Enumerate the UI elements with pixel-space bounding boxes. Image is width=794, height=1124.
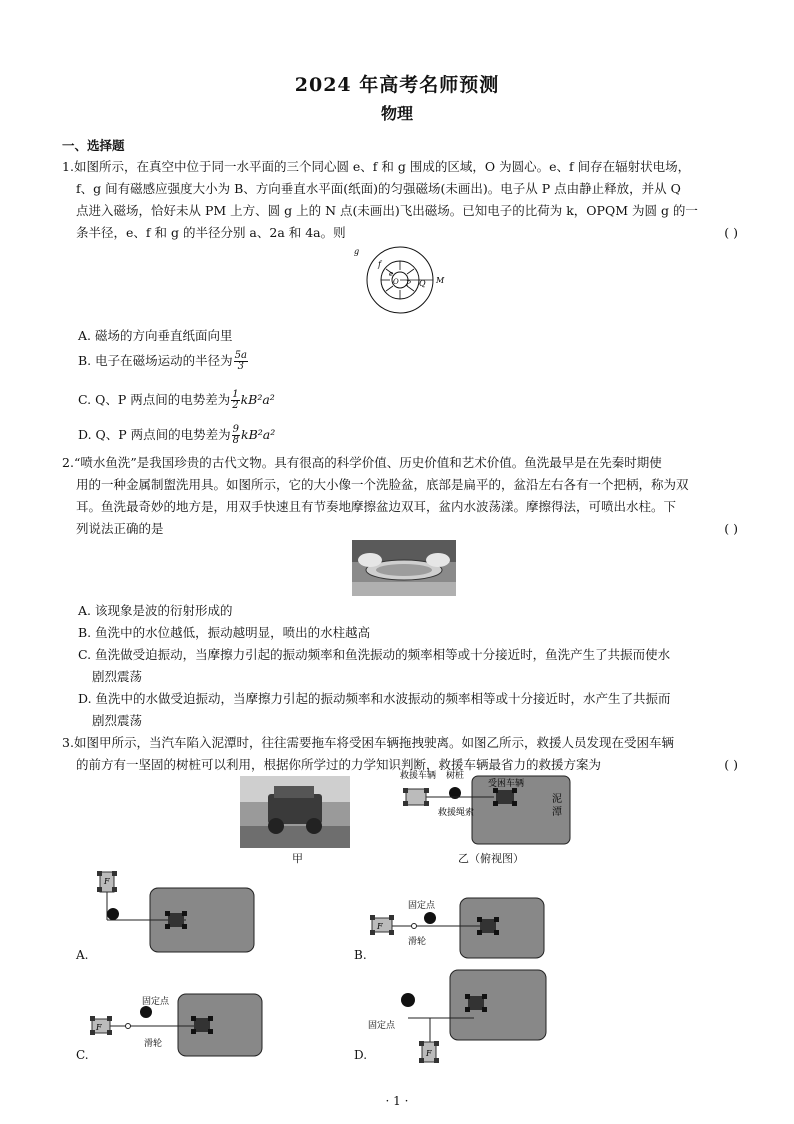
q1-line: 条半径，e、f 和 g 的半径分别 a、2a 和 4a。则 (76, 225, 346, 240)
q2-line: 耳。鱼洗最奇妙的地方是，用双手快速且有节奏地摩擦盆边双耳，盆内水波荡漾。摩擦得法，可喷出水柱。下 (76, 499, 677, 514)
answer-bracket: ( ) (724, 757, 738, 772)
section-title: 一、选择题 (62, 138, 125, 153)
q3-option-a-figure (84, 868, 264, 956)
label-mud-1: 泥 (552, 794, 562, 805)
q2-option-d: D. 鱼洗中的水做受迫振动，当摩擦力引起的振动频率和水波振动的频率相等或十分接近时，水产生了共振而 剧烈震荡 (78, 691, 671, 728)
q3-option-c-figure (88, 990, 264, 1060)
q3-option-b-figure (368, 890, 548, 962)
fraction: $\frac{9}{8}$ (232, 424, 240, 446)
stuck-car-icon (477, 917, 499, 935)
label-e: e (389, 270, 394, 278)
figure-jia-label: 甲 (292, 852, 303, 865)
question-2-text (62, 452, 738, 540)
q2-option-c: C. 鱼洗做受迫振动，当摩擦力引起的振动频率和鱼洗振动的频率相等或十分接近时，鱼洗产生了共振而使水 剧烈震荡 (78, 647, 671, 684)
label-fixed-point: 固定点 (408, 901, 436, 911)
force-label: F (426, 1049, 432, 1058)
stuck-car-icon (493, 788, 517, 806)
label-rescue-car: 救援车辆 (400, 771, 437, 781)
q2-line: 用的一种金属制盥洗用具。如图所示，它的大小像一个洗脸盆，底部是扁平的，盆沿左右各有一个把柄，称为双 (76, 477, 689, 492)
q1-option-d: D. Q、P 两点间的电势差为 $\frac{9}{8}$ kB²a² (78, 424, 276, 446)
q1-line: 如图所示，在真空中位于同一水平面的三个同心圆 e、f 和 g 围成的区域，O 为圆心。e、f 间存在辐射状电场， (73, 159, 691, 174)
label-m: M (436, 276, 445, 285)
q2-line: “喷水鱼洗”是我国珍贵的古代文物。具有很高的科学价值、历史价值和艺术价值。鱼洗最早是在先秦时期使 (73, 455, 662, 470)
question-number: 2. (62, 455, 74, 470)
rescue-car-icon (403, 788, 429, 806)
force-label: F (96, 1023, 102, 1032)
question-number: 3. (62, 735, 74, 750)
q2-option-a: A. 该现象是波的衍射形成的 (78, 603, 233, 618)
q3-line: 如图甲所示，当汽车陷入泥潭时，往往需要拖车将受困车辆拖拽驶离。如图乙所示，救援人员发现在受困车辆 (73, 735, 674, 750)
option-a-label: A. (76, 948, 89, 962)
page-number: · 1 · (385, 1094, 409, 1108)
option-b-label: B. (354, 948, 367, 962)
q2-option-b: B. 鱼洗中的水位越低，振动越明显，喷出的水柱越高 (78, 625, 371, 640)
force-label: F (104, 877, 110, 886)
label-g: g (354, 247, 360, 256)
q3-option-d-figure (366, 966, 550, 1066)
fraction: $\frac{1}{2}$ (232, 389, 239, 411)
q2-fish-basin-photo (352, 540, 456, 596)
label-f: f (378, 260, 381, 269)
label-fixed-point: 固定点 (368, 1021, 396, 1031)
q1-option-c: C. Q、P 两点间的电势差为 $\frac{1}{2}$ kB²a² (78, 389, 275, 411)
stuck-car-icon (465, 994, 487, 1012)
answer-bracket: ( ) (724, 521, 738, 536)
label-q: Q (419, 279, 426, 288)
option-c-label: C. (76, 1048, 89, 1062)
stuck-car-icon (165, 911, 187, 929)
q1-option-a: A. 磁场的方向垂直纸面向里 (78, 328, 233, 343)
q1-concentric-circles-figure (352, 243, 448, 315)
label-rope: 救援绳索 (438, 808, 475, 818)
label-stuck-car: 受困车辆 (488, 779, 525, 789)
figure-yi-caption: 乙（俯视图） (458, 852, 524, 865)
label-stake: 树桩 (446, 771, 465, 781)
label-mud-2: 潭 (552, 807, 562, 818)
q3-figure-yi-topview (398, 768, 576, 852)
fraction: $\frac{5a}{3}$ (234, 350, 247, 372)
question-1-text (62, 156, 738, 244)
q1-line: 点进入磁场，恰好未从 PM 上方、圆 g 上的 N 点(未画出)飞出磁场。已知电子的比荷为 k，OPQM 为圆 g 的一 (76, 203, 698, 218)
label-pulley: 滑轮 (144, 1039, 163, 1049)
q3-figure-jia-photo (240, 776, 350, 848)
q1-option-b: B. 电子在磁场运动的半径为 $\frac{5a}{3}$ (78, 350, 247, 372)
label-pulley: 滑轮 (408, 937, 427, 947)
q1-line: f、g 间有磁感应强度大小为 B、方向垂直水平面(纸面)的匀强磁场(未画出)。电子从 P 点由静止释放，并从 Q (76, 181, 681, 196)
label-o: O (393, 278, 399, 286)
q2-line: 列说法正确的是 (76, 521, 164, 536)
stuck-car-icon (191, 1016, 213, 1034)
label-fixed-point: 固定点 (142, 997, 170, 1007)
force-label: F (377, 922, 383, 931)
q3-line: 的前方有一坚固的树桩可以利用，根据你所学过的力学知识判断，救援车辆最省力的救援方案为 (76, 757, 602, 772)
question-number: 1. (62, 159, 74, 174)
answer-bracket: ( ) (724, 225, 738, 240)
option-d-label: D. (354, 1048, 368, 1062)
label-p: P (406, 280, 411, 288)
exam-title: 2024 年高考名师预测 (294, 74, 500, 96)
exam-subject: 物理 (380, 104, 413, 123)
